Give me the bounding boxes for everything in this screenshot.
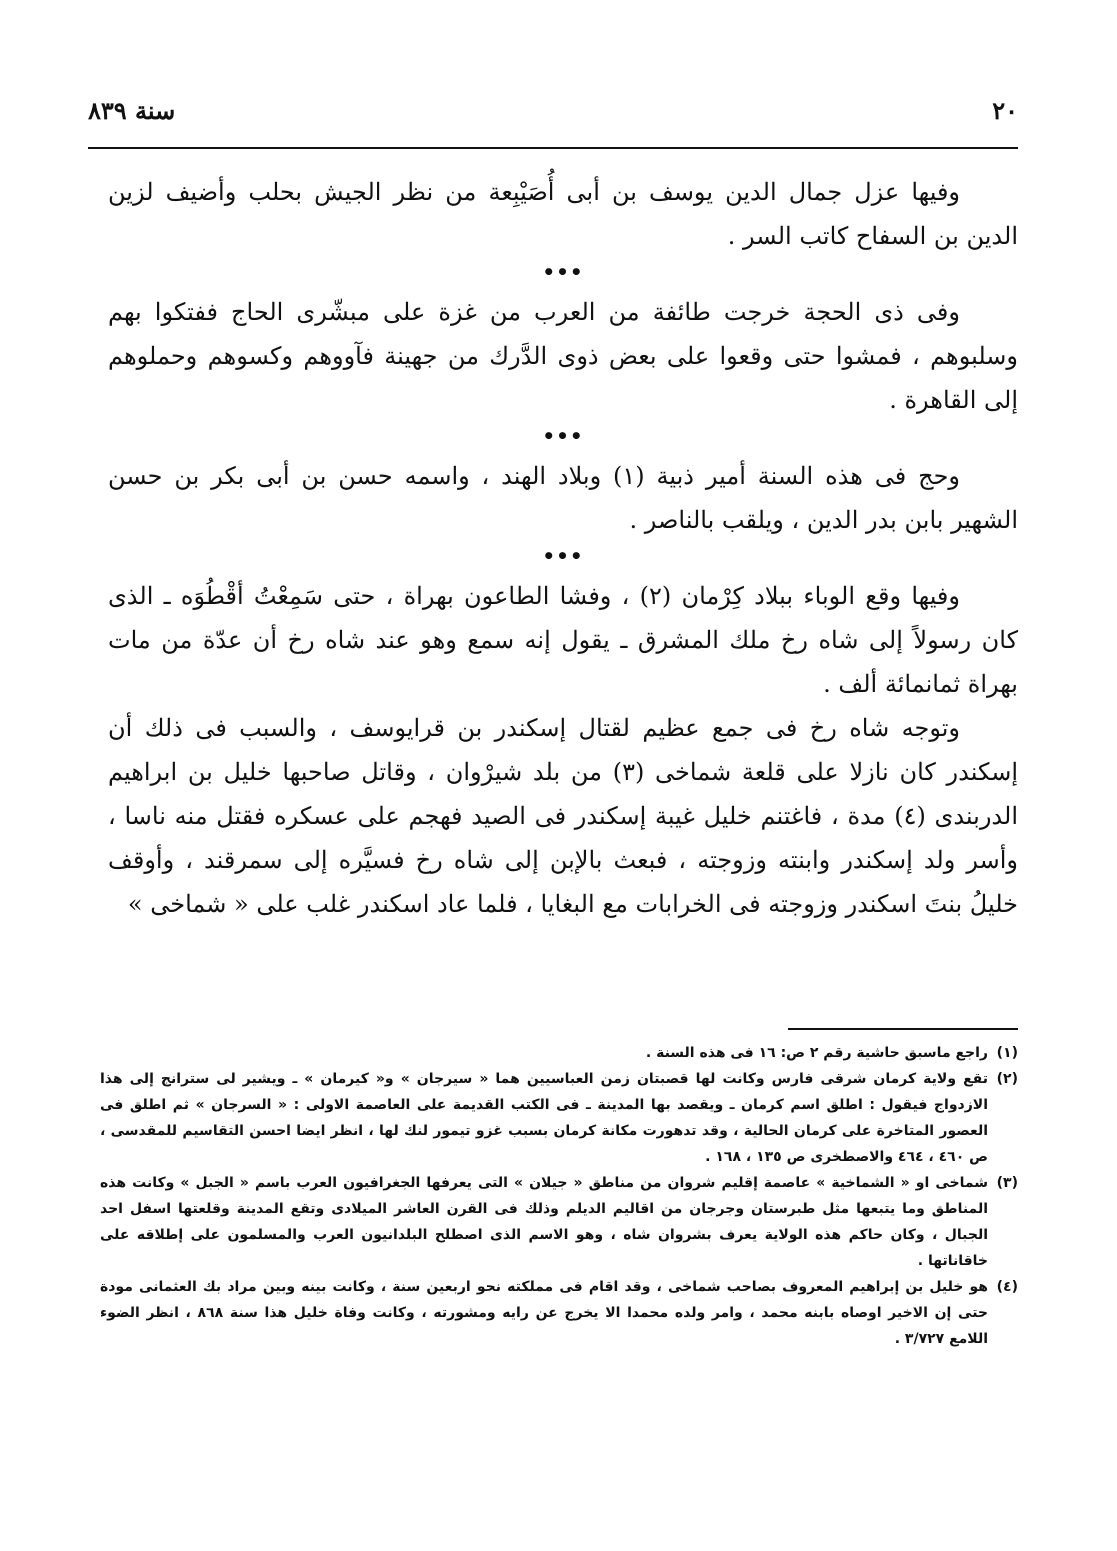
section-separator: ••• xyxy=(542,544,584,568)
footnote xyxy=(100,1170,1018,1274)
paragraph: وفى ذى الحجة خرجت طائفة من العرب من غزة على مبشّرى الحاج ففتكوا بهم وسلبوهم ، فمشوا حتى وقعوا على بعض ذوى الدَّرك من جهينة فآووهم وكسوهم وحملوهم إلى القاهرة . xyxy=(108,298,1018,414)
footnote-text: شماخى او « الشماخية » عاصمة إقليم شروان من مناطق « جيلان » التى يعرفها الجغرافيون العرب باسم « الجبل » وكانت هذه المناطق وما يتبعها مثل طبرستان وجرجان من اقاليم الديلم وذلك فى القرن العاشر الميلادى وتقع المدينة وقلعتها اسفل احد الجبال ، وكان حاكم هذه الولاية يعرف بشروان شاه ، وهو الاسم الذى اصطلح البلدانيون العرب والمسلمون على إطلاقه على خاقاناتها . xyxy=(100,1175,988,1269)
section-separator: ••• xyxy=(542,424,584,448)
paragraph: وحج فى هذه السنة أمير ذبية (١) وبلاد الهند ، واسمه حسن بن أبى بكر بن حسن الشهير بابن بدر الدين ، ويلقب بالناصر . xyxy=(108,462,1018,534)
footnote-text: هو خليل بن إبراهيم المعروف بصاحب شماخى ، وقد اقام فى مملكته نحو اربعين سنة ، وكانت بينه وبين مراد بك العثمانى مودة حتى إن الاخير اوصاه بابنه محمد ، وامر ولده محمدا الا يخرج عن رايه ومشورته ، وكانت وفاة خليل هذا سنة ٨٦٨ ، انظر الضوء اللامع ٣/٧٢٧ . xyxy=(100,1279,988,1347)
page-header xyxy=(88,92,1018,140)
page-number: ٢٠ xyxy=(992,96,1018,125)
footnote-number: (١) xyxy=(996,1045,1018,1061)
footnote-text: راجع ماسبق حاشية رقم ٢ ص: ١٦ فى هذه السنة . xyxy=(645,1045,988,1061)
footnote-number: (٢) xyxy=(996,1071,1018,1087)
footnote-rule xyxy=(788,1028,1018,1030)
main-text xyxy=(108,170,1018,926)
footnotes xyxy=(100,1040,1018,1352)
section-separator: ••• xyxy=(542,260,584,284)
footnote-number: (٤) xyxy=(996,1279,1018,1295)
footnote xyxy=(100,1066,1018,1170)
footnote xyxy=(100,1040,1018,1066)
footnote xyxy=(100,1274,1018,1352)
header-rule xyxy=(88,147,1018,149)
footnote-number: (٣) xyxy=(996,1175,1018,1191)
running-title: سنة ٨٣٩ xyxy=(88,96,176,125)
paragraph: وفيها عزل جمال الدين يوسف بن أبى أُصَيْبِعة من نظر الجيش بحلب وأضيف لزين الدين بن السفاح كاتب السر . xyxy=(108,178,1018,250)
paragraph: وفيها وقع الوباء ببلاد كِرْمان (٢) ، وفشا الطاعون بهراة ، حتى سَمِعْتُ أقْطُوَه ـ الذى كان رسولاً إلى شاه رخ ملك المشرق ـ يقول إنه سمع وهو عند شاه رخ أن عدّة من مات بهراة ثمانمائة ألف . xyxy=(108,582,1018,698)
footnote-text: تقع ولاية كرمان شرقى فارس وكانت لها قصبتان زمن العباسيين هما « سيرجان » و« كيرمان » ـ ويشير لى سترانج إلى هذا الازدواج فيقول : اطلق اسم كرمان ـ ويقصد بها المدينة ـ فى الكتب القديمة على العاصمة الاولى : « السرجان » ثم اطلق فى العصور المتاخرة على كرمان الحالية ، وقد تدهورت مكانة كرمان بسبب غزو تيمور لنك لها ، انظر ايضا احسن التقاسيم للمقدسى ، ص ٤٦٠ ، ٤٦٤ والاصطخرى ص ١٣٥ ، ١٦٨ . xyxy=(100,1071,988,1165)
paragraph: وتوجه شاه رخ فى جمع عظيم لقتال إسكندر بن قرايوسف ، والسبب فى ذلك أن إسكندر كان نازلا على قلعة شماخى (٣) من بلد شيرْوان ، وقاتل صاحبها خليل بن ابراهيم الدربندى (٤) مدة ، فاغتنم خليل غيبة إسكندر فى الصيد فهجم على عسكره فقتل منه ناسا ، وأسر ولد إسكندر وابنته وزوجته ، فبعث بالإبن إلى شاه رخ فسيَّره إلى سمرقند ، وأوقف خليلُ بنتَ اسكندر وزوجته فى الخرابات مع البغايا ، فلما عاد اسكندر غلب على « شماخى » xyxy=(108,714,1019,918)
